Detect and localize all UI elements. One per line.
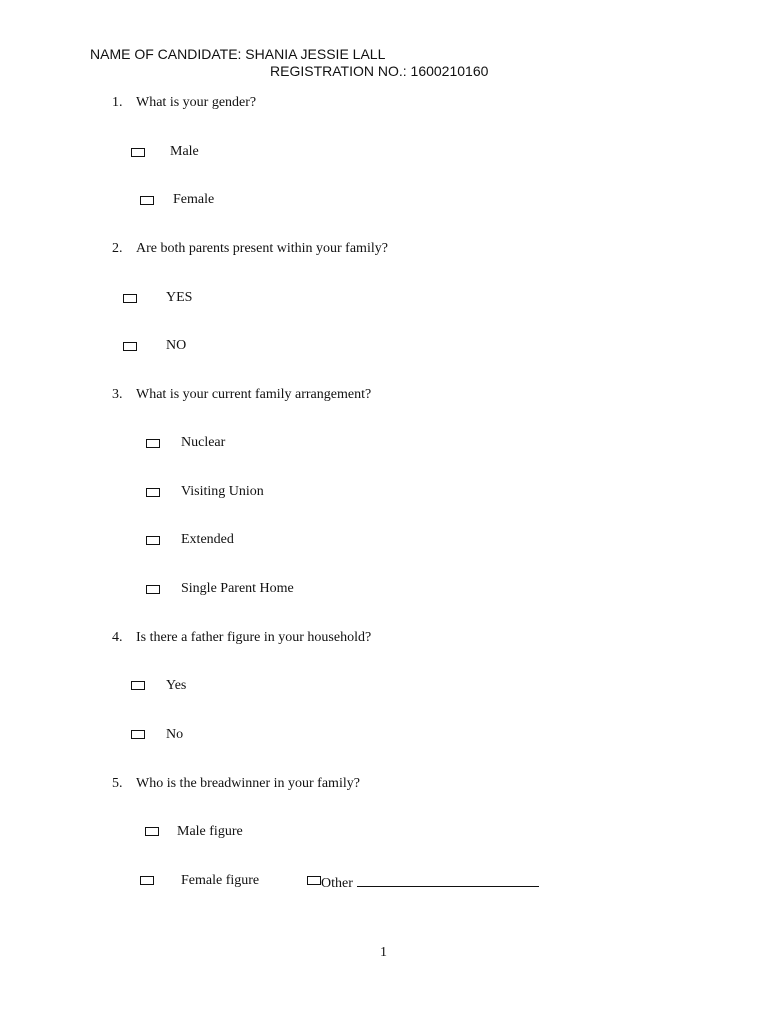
question-text: What is your gender? [136,95,257,110]
checkbox-nuclear[interactable] [146,439,160,448]
option-label: Nuclear [181,435,226,450]
checkbox-male[interactable] [131,148,145,157]
checkbox-yes[interactable] [131,681,145,690]
question-number: 3. [112,387,123,402]
question-number: 2. [112,241,123,256]
option-label: YES [166,290,193,305]
option-label: Extended [181,532,234,547]
candidate-name: NAME OF CANDIDATE: SHANIA JESSIE LALL [90,46,386,62]
option-label: Yes [166,678,187,693]
question-number: 4. [112,630,123,645]
option-label: Other [321,876,353,891]
question-number: 1. [112,95,123,110]
question-text: Is there a father figure in your household? [136,630,372,645]
registration-number: REGISTRATION NO.: 1600210160 [270,63,489,79]
question-text: Who is the breadwinner in your family? [136,776,360,791]
checkbox-no[interactable] [131,730,145,739]
option-label: Visiting Union [181,484,264,499]
page-number: 1 [380,945,387,960]
other-option [321,873,539,892]
question-text: What is your current family arrangement? [136,387,372,402]
checkbox-female[interactable] [140,196,154,205]
checkbox-yes[interactable] [123,294,137,303]
checkbox-visiting-union[interactable] [146,488,160,497]
option-label: Female [173,192,215,207]
option-label: NO [166,338,187,353]
checkbox-extended[interactable] [146,536,160,545]
option-label: Male [170,144,199,159]
option-label: Female figure [181,873,260,888]
option-label: Single Parent Home [181,581,294,596]
checkbox-no[interactable] [123,342,137,351]
checkbox-male-figure[interactable] [145,827,159,836]
checkbox-female-figure[interactable] [140,876,154,885]
checkbox-single-parent-home[interactable] [146,585,160,594]
question-text: Are both parents present within your family? [136,241,388,256]
question-number: 5. [112,776,123,791]
option-label: Male figure [177,824,243,839]
option-label: No [166,727,184,742]
other-fill-line[interactable] [357,873,539,887]
checkbox-other[interactable] [307,876,321,885]
